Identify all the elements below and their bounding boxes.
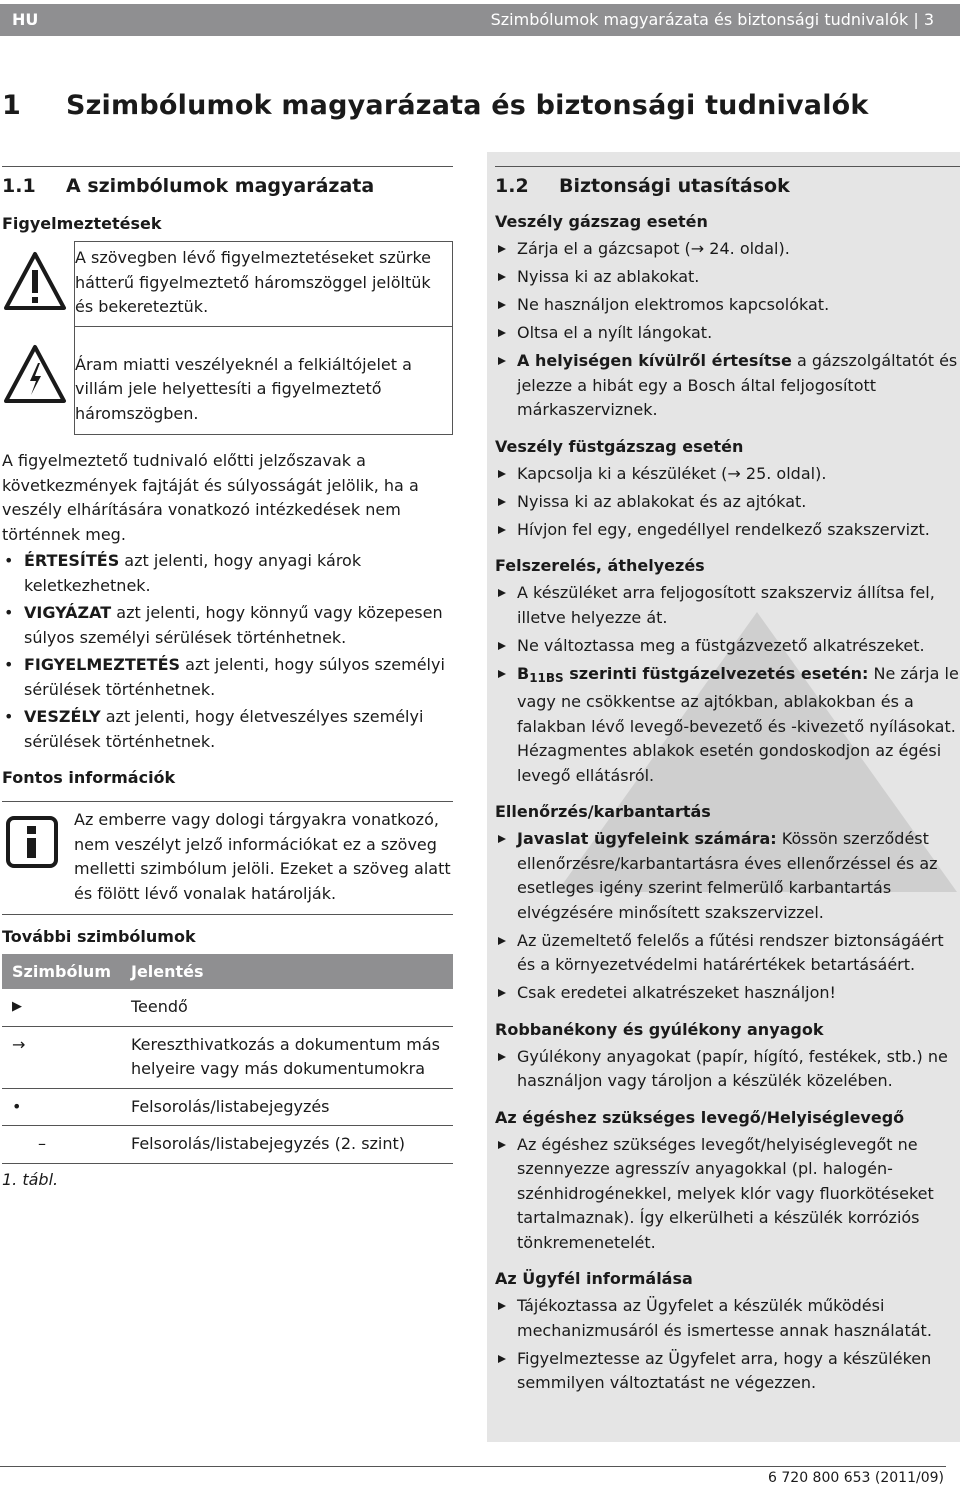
safety-panel <box>487 152 960 1442</box>
warnings-heading: Figyelmeztetések <box>2 214 162 233</box>
gas-smell-list <box>495 237 960 423</box>
maintenance-list <box>495 827 960 1006</box>
electric-hazard-icon <box>3 343 67 407</box>
customer-info-heading: Az Ügyfél informálása <box>495 1269 693 1288</box>
list-item: Ne változtassa meg a füstgázvezető alkatrészeket. <box>495 634 960 659</box>
list-item: A helyiségen kívülről értesítse a gázszolgáltatót és jelezze a hibát egy a Bosch által feljogosított márkaszerviznek. <box>495 349 960 423</box>
symbols-table <box>2 954 453 1164</box>
gas-smell-heading: Veszély gázszag esetén <box>495 212 708 231</box>
flue-gas-list <box>495 462 960 543</box>
list-item: • ÉRTESÍTÉS azt jelenti, hogy anyagi károk keletkezhetnek. <box>2 549 453 598</box>
list-item: Figyelmeztesse az Ügyfelet arra, hogy a készüléken semmilyen változtatást ne végezzen. <box>495 1347 960 1396</box>
signal-words-paragraph: A figyelmeztető tudnivaló előtti jelzőszavak a következmények fajtáját és súlyosságát jelölik, ha a veszély elhárítására vonatkozó intézkedések nem történnek meg. <box>2 451 419 544</box>
section-number: 1.2 <box>495 175 529 197</box>
flue-gas-heading: Veszély füstgázszag esetén <box>495 436 744 456</box>
page-header <box>0 4 960 36</box>
combustion-air-heading: Az égéshez szükséges levegő/Helyiséglevegő <box>495 1107 905 1127</box>
table-row <box>2 989 453 1026</box>
section-heading-1-1 <box>2 166 453 202</box>
language-code: HU <box>12 10 39 29</box>
list-item: Nyissa ki az ablakokat és az ajtókat. <box>495 490 960 515</box>
combustion-air-list <box>495 1133 960 1256</box>
running-title: Szimbólumok magyarázata és biztonsági tudnivalók | 3 <box>490 10 934 29</box>
section-heading-1-2 <box>495 166 960 202</box>
list-item: Az üzemeltető felelős a fűtési rendszer biztonságáért és a környezetvédelmi határértékek betartásáért. <box>495 929 960 978</box>
list-item: Gyúlékony anyagokat (papír, hígító, festékek, stb.) ne használjon vagy tároljon a készülék közelében. <box>495 1045 960 1094</box>
list-item: Kapcsolja ki a készüléket (→ 25. oldal). <box>495 462 960 487</box>
chapter-title-text: Szimbólumok magyarázata és biztonsági tudnivalók <box>66 90 869 121</box>
meaning-cell: Felsorolás/listabejegyzés (2. szint) <box>121 1126 453 1164</box>
warning-box-text: Áram miatti veszélyeknél a felkiáltójelet a villám jele helyettesíti a figyelmeztető háromszögben. <box>75 354 412 423</box>
table-caption: 1. tábl. <box>2 1169 59 1189</box>
warning-box-general <box>74 241 453 327</box>
column-header: Jelentés <box>121 954 453 989</box>
warning-box-electric <box>74 327 453 436</box>
symbol-cell: ▶ <box>2 989 121 1026</box>
info-box-text: Az emberre vagy dologi tárgyakra vonatkozó, nem veszélyt jelző információkat ez a szöveg melletti szimbólum jelöli. Ezeket a szöveg alatt és fölött lévő vonalak határolják. <box>74 810 451 903</box>
customer-info-list <box>495 1294 960 1396</box>
warning-box-text: A szövegben lévő figyelmeztetéseket szürke hátterű figyelmeztető háromszöggel jelöltük és bekereteztük. <box>75 248 432 316</box>
signal-words-list <box>2 549 453 754</box>
explosive-materials-list <box>495 1045 960 1094</box>
explosive-materials-heading: Robbanékony és gyúlékony anyagok <box>495 1019 824 1039</box>
installation-heading: Felszerelés, áthelyezés <box>495 556 705 575</box>
left-column <box>2 166 453 1189</box>
meaning-cell: Felsorolás/listabejegyzés <box>121 1088 453 1126</box>
footer-divider <box>0 1466 946 1467</box>
table-row <box>2 1126 453 1164</box>
list-item: Oltsa el a nyílt lángokat. <box>495 321 960 346</box>
list-item: Az égéshez szükséges levegőt/helyiséglevegőt ne szennyezze agresszív anyagokkal (pl. halogén-szénhidrogénekkel, melyek klór vagy fluorkötéseket tartalmaznak). Így elkerülheti a készülék korróziós tönkremenetelét. <box>495 1133 960 1256</box>
list-item: • VIGYÁZAT azt jelenti, hogy könnyű vagy közepesen súlyos személyi sérülések történhetnek. <box>2 601 453 650</box>
symbol-cell: – <box>2 1126 121 1164</box>
meaning-cell: Teendő <box>121 989 453 1026</box>
list-item: • FIGYELMEZTETÉS azt jelenti, hogy súlyos személyi sérülések történhetnek. <box>2 653 453 702</box>
installation-list <box>495 581 960 788</box>
table-row <box>2 1026 453 1088</box>
document-code: 6 720 800 653 (2011/09) <box>768 1470 944 1486</box>
important-info-heading: Fontos információk <box>2 768 176 787</box>
chapter-title <box>2 90 869 121</box>
list-item: Tájékoztassa az Ügyfelet a készülék működési mechanizmusáról és ismertesse annak használatát. <box>495 1294 960 1343</box>
symbol-cell: • <box>2 1088 121 1126</box>
symbol-cell: → <box>2 1026 121 1088</box>
list-item: • VESZÉLY azt jelenti, hogy életveszélyes személyi sérülések történhetnek. <box>2 705 453 754</box>
warning-triangle-icon <box>3 250 67 314</box>
list-item: Javaslat ügyfeleink számára: Kössön szerződést ellenőrzésre/karbantartásra éves ellenőrzéssel és az esetleges igény szerint felmerülő karbantartás elvégzésére minősített szakszervizzel. <box>495 827 960 925</box>
section-number: 1.1 <box>2 175 36 197</box>
table-row <box>2 1088 453 1126</box>
section-title: Biztonsági utasítások <box>559 175 790 197</box>
list-item: Ne használjon elektromos kapcsolókat. <box>495 293 960 318</box>
section-title: A szimbólumok magyarázata <box>66 175 375 197</box>
chapter-number: 1 <box>2 90 21 121</box>
meaning-cell: Kereszthivatkozás a dokumentum más helyeire vagy más dokumentumokra <box>121 1026 453 1088</box>
info-icon <box>6 816 58 868</box>
list-item: Hívjon fel egy, engedéllyel rendelkező szakszervizt. <box>495 518 960 543</box>
list-item: B11BS szerinti füstgázelvezetés esetén: Ne zárja le vagy ne csökkentse az ajtókban, ablakokban és a falakban lévő levegő-bevezető és -kivezető nyílásokat. Hézagmentes ablakok esetén gondoskodjon az égési levegő ellátásról. <box>495 662 960 789</box>
more-symbols-heading: További szimbólumok <box>2 927 196 946</box>
info-box <box>2 801 453 915</box>
list-item: Nyissa ki az ablakokat. <box>495 265 960 290</box>
list-item: Csak eredetei alkatrészeket használjon! <box>495 981 960 1006</box>
maintenance-heading: Ellenőrzés/karbantartás <box>495 802 711 821</box>
list-item: Zárja el a gázcsapot (→ 24. oldal). <box>495 237 960 262</box>
column-header: Szimbólum <box>2 954 121 989</box>
list-item: A készüléket arra feljogosított szakszerviz állítsa fel, illetve helyezze át. <box>495 581 960 630</box>
table-header-row <box>2 954 453 989</box>
